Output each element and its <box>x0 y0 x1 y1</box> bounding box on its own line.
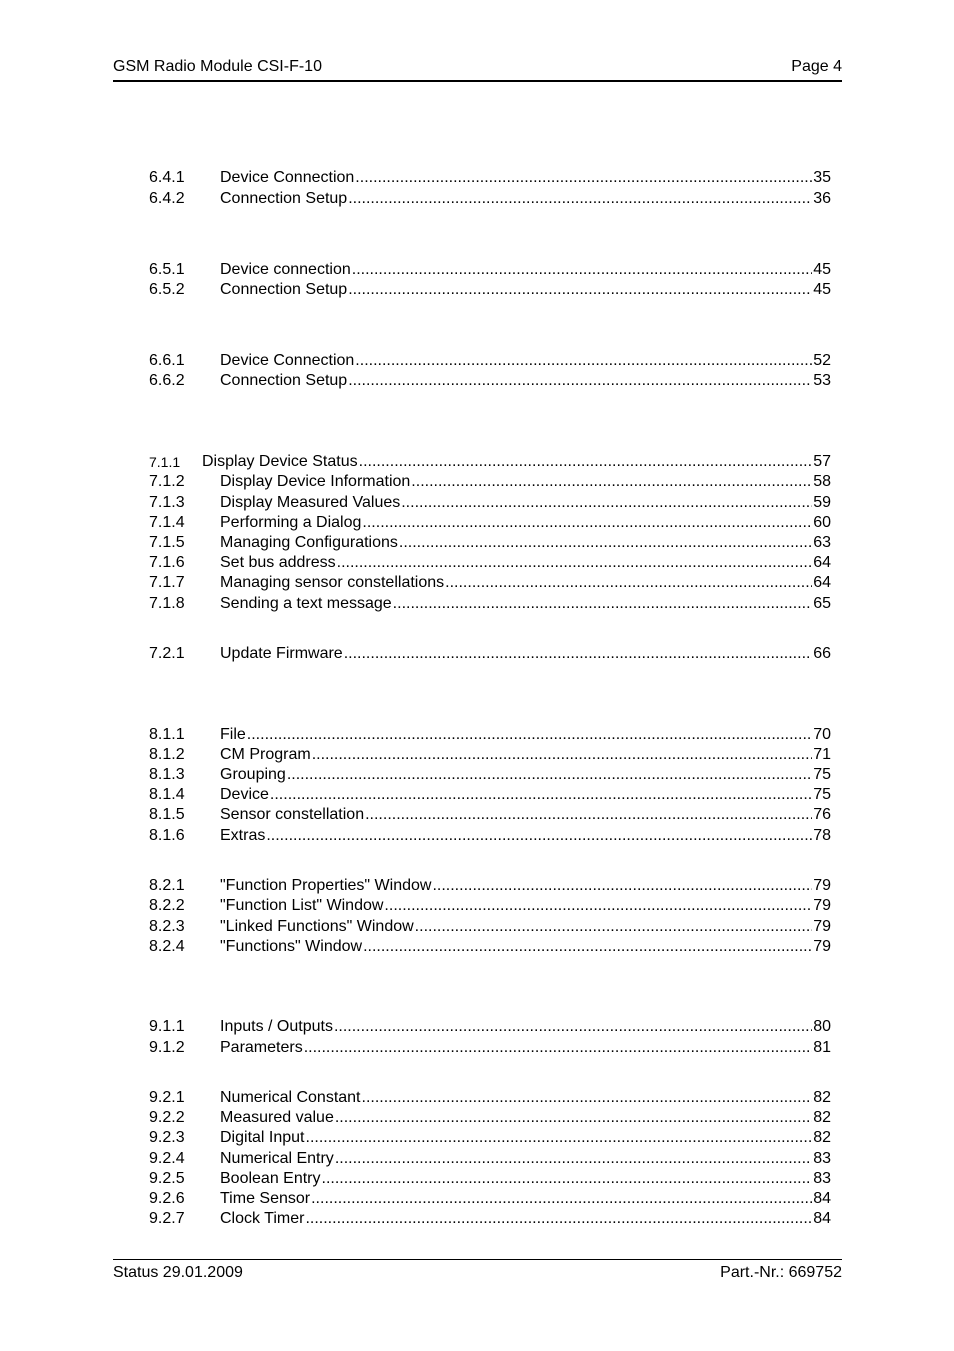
toc-page: 76 <box>813 806 831 823</box>
toc-page: 82 <box>813 1109 831 1126</box>
toc-number: 9.2.6 <box>149 1190 185 1207</box>
dot-leader <box>362 513 812 533</box>
toc-label: Device Connection <box>220 352 355 369</box>
dot-leader <box>445 573 812 593</box>
toc-label: Measured value <box>220 1109 334 1126</box>
toc-page: 63 <box>813 534 831 551</box>
toc-entry[interactable] <box>149 189 831 209</box>
toc-page: 57 <box>813 453 831 470</box>
dot-leader <box>334 1017 812 1037</box>
dot-leader <box>355 168 812 188</box>
toc-page: 66 <box>813 645 831 662</box>
dot-leader <box>365 805 812 825</box>
dot-leader <box>352 260 812 280</box>
toc-entry[interactable] <box>149 937 831 957</box>
toc-entry[interactable] <box>149 513 831 533</box>
toc-entry[interactable] <box>149 1017 831 1037</box>
toc-entry[interactable] <box>149 351 831 371</box>
dot-leader <box>401 493 812 513</box>
toc-entry[interactable] <box>149 1128 831 1148</box>
toc-number: 7.1.6 <box>149 554 185 571</box>
dot-leader <box>384 896 812 916</box>
dot-leader <box>270 785 812 805</box>
toc-number: 7.2.1 <box>149 645 185 662</box>
toc-label: Display Device Status <box>202 453 358 470</box>
toc-number: 9.1.2 <box>149 1039 185 1056</box>
toc-entry[interactable] <box>149 371 831 391</box>
toc-entry[interactable] <box>149 260 831 280</box>
toc-entry[interactable] <box>149 876 831 896</box>
toc-label: Update Firmware <box>220 645 343 662</box>
toc-page: 64 <box>813 574 831 591</box>
toc-number: 9.2.1 <box>149 1089 185 1106</box>
toc-label: Sensor constellation <box>220 806 365 823</box>
toc-page: 83 <box>813 1150 831 1167</box>
dot-leader <box>363 937 812 957</box>
toc-entry[interactable] <box>149 805 831 825</box>
toc-number: 9.2.5 <box>149 1170 185 1187</box>
dot-leader <box>393 594 813 614</box>
toc-label: Extras <box>220 827 266 844</box>
dot-leader <box>287 765 812 785</box>
toc-page: 35 <box>813 169 831 186</box>
toc-page: 64 <box>813 554 831 571</box>
toc-entry[interactable] <box>149 573 831 593</box>
toc-number: 7.1.7 <box>149 574 185 591</box>
toc-entry[interactable] <box>149 896 831 916</box>
toc-entry[interactable] <box>149 168 831 188</box>
toc-label: "Linked Functions" Window <box>220 918 414 935</box>
toc-page: 82 <box>813 1129 831 1146</box>
toc-page: 71 <box>813 746 831 763</box>
toc-label: Digital Input <box>220 1129 305 1146</box>
toc-page: 59 <box>813 494 831 511</box>
status-date: Status 29.01.2009 <box>113 1264 243 1281</box>
toc-entry[interactable] <box>149 553 831 573</box>
toc-entry[interactable] <box>149 765 831 785</box>
toc-page: 79 <box>813 897 831 914</box>
toc-number: 7.1.5 <box>149 534 185 551</box>
toc-entry[interactable] <box>149 1038 831 1058</box>
toc-number: 7.1.3 <box>149 494 185 511</box>
toc-entry[interactable] <box>149 472 831 492</box>
toc-label: Set bus address <box>220 554 336 571</box>
toc-page: 36 <box>813 190 831 207</box>
toc-entry[interactable] <box>149 917 831 937</box>
toc-label: Numerical Constant <box>220 1089 361 1106</box>
dot-leader <box>399 533 812 553</box>
toc-label: Performing a Dialog <box>220 514 362 531</box>
toc-entry[interactable] <box>149 1088 831 1108</box>
toc-page: 84 <box>813 1210 831 1227</box>
toc-entry[interactable] <box>149 1108 831 1128</box>
toc-number: 6.6.1 <box>149 352 185 369</box>
toc-number: 8.2.2 <box>149 897 185 914</box>
toc-entry[interactable] <box>149 1169 831 1189</box>
toc-page: 45 <box>813 261 831 278</box>
toc-label: Managing Configurations <box>220 534 398 551</box>
dot-leader <box>337 553 813 573</box>
toc-label: "Function List" Window <box>220 897 384 914</box>
toc-label: Inputs / Outputs <box>220 1018 333 1035</box>
toc-number: 7.1.8 <box>149 595 185 612</box>
toc-label: Connection Setup <box>220 190 348 207</box>
toc-entry[interactable] <box>149 745 831 765</box>
toc-entry[interactable] <box>149 644 831 664</box>
dot-leader <box>348 371 812 391</box>
toc-entry[interactable] <box>149 1209 831 1229</box>
toc-label: CM Program <box>220 746 311 763</box>
toc-number: 8.1.4 <box>149 786 185 803</box>
toc-page: 70 <box>813 726 831 743</box>
toc-page: 75 <box>813 766 831 783</box>
dot-leader <box>312 745 813 765</box>
toc-entry[interactable] <box>149 1189 831 1209</box>
toc-entry[interactable] <box>149 826 831 846</box>
dot-leader <box>335 1108 812 1128</box>
toc-entry[interactable] <box>149 533 831 553</box>
toc-number: 8.2.1 <box>149 877 185 894</box>
dot-leader <box>348 280 812 300</box>
toc-label: "Function Properties" Window <box>220 877 432 894</box>
toc-label: File <box>220 726 246 743</box>
dot-leader <box>304 1038 813 1058</box>
dot-leader <box>344 644 813 664</box>
dot-leader <box>359 452 813 472</box>
toc-page: 83 <box>813 1170 831 1187</box>
toc-number: 7.1.1 <box>149 454 181 470</box>
toc-page: 81 <box>813 1039 831 1056</box>
toc-number: 8.2.3 <box>149 918 185 935</box>
part-number: Part.-Nr.: 669752 <box>720 1264 842 1281</box>
toc-page: 45 <box>813 281 831 298</box>
toc-number: 8.1.3 <box>149 766 185 783</box>
page-footer <box>113 1259 842 1290</box>
toc-label: Display Measured Values <box>220 494 401 511</box>
toc-entry[interactable] <box>149 452 831 472</box>
toc-number: 8.1.5 <box>149 806 185 823</box>
toc-number: 6.4.2 <box>149 190 185 207</box>
document-title: GSM Radio Module CSI-F-10 <box>113 58 322 75</box>
toc-entry[interactable] <box>149 725 831 745</box>
toc-page: 79 <box>813 877 831 894</box>
toc-number: 7.1.4 <box>149 514 185 531</box>
toc-page: 58 <box>813 473 831 490</box>
dot-leader <box>355 351 812 371</box>
toc-number: 9.2.7 <box>149 1210 185 1227</box>
toc-page: 53 <box>813 372 831 389</box>
dot-leader <box>305 1209 812 1229</box>
dot-leader <box>266 826 812 846</box>
toc-entry[interactable] <box>149 785 831 805</box>
toc-number: 8.1.2 <box>149 746 185 763</box>
toc-page: 75 <box>813 786 831 803</box>
toc-label: Time Sensor <box>220 1190 311 1207</box>
toc-page: 60 <box>813 514 831 531</box>
toc-number: 8.1.6 <box>149 827 185 844</box>
toc-label: Clock Timer <box>220 1210 305 1227</box>
toc-number: 6.5.2 <box>149 281 185 298</box>
toc-page: 78 <box>813 827 831 844</box>
toc-label: Boolean Entry <box>220 1170 321 1187</box>
toc-number: 7.1.2 <box>149 473 185 490</box>
toc-number: 6.5.1 <box>149 261 185 278</box>
dot-leader <box>362 1088 813 1108</box>
toc-label: Device connection <box>220 261 351 278</box>
toc-label: Connection Setup <box>220 281 348 298</box>
toc-number: 9.2.4 <box>149 1150 185 1167</box>
dot-leader <box>322 1169 813 1189</box>
toc-label: Parameters <box>220 1039 303 1056</box>
dot-leader <box>415 917 813 937</box>
toc-number: 8.1.1 <box>149 726 185 743</box>
toc-label: Grouping <box>220 766 286 783</box>
toc-page: 79 <box>813 918 831 935</box>
toc-label: "Functions" Window <box>220 938 363 955</box>
dot-leader <box>311 1189 812 1209</box>
toc-page: 84 <box>813 1190 831 1207</box>
toc-entry[interactable] <box>149 594 831 614</box>
page-number: Page 4 <box>791 58 842 75</box>
toc-label: Numerical Entry <box>220 1150 334 1167</box>
toc-page: 82 <box>813 1089 831 1106</box>
toc-label: Display Device Information <box>220 473 411 490</box>
toc-label: Sending a text message <box>220 595 392 612</box>
toc-label: Device Connection <box>220 169 355 186</box>
toc-page: 79 <box>813 938 831 955</box>
toc-page: 52 <box>813 352 831 369</box>
dot-leader <box>335 1149 812 1169</box>
toc-number: 9.1.1 <box>149 1018 185 1035</box>
dot-leader <box>411 472 812 492</box>
toc-label: Connection Setup <box>220 372 348 389</box>
toc-entry[interactable] <box>149 1149 831 1169</box>
toc-number: 9.2.2 <box>149 1109 185 1126</box>
toc-number: 9.2.3 <box>149 1129 185 1146</box>
toc-page: 65 <box>813 595 831 612</box>
toc-entry[interactable] <box>149 493 831 513</box>
dot-leader <box>432 876 812 896</box>
toc-number: 6.4.1 <box>149 169 185 186</box>
dot-leader <box>348 189 812 209</box>
toc-page: 80 <box>813 1018 831 1035</box>
toc-number: 8.2.4 <box>149 938 185 955</box>
dot-leader <box>306 1128 813 1148</box>
dot-leader <box>247 725 812 745</box>
toc-number: 6.6.2 <box>149 372 185 389</box>
toc-label: Device <box>220 786 269 803</box>
toc-label: Managing sensor constellations <box>220 574 445 591</box>
page-header <box>113 58 842 82</box>
toc-entry[interactable] <box>149 280 831 300</box>
